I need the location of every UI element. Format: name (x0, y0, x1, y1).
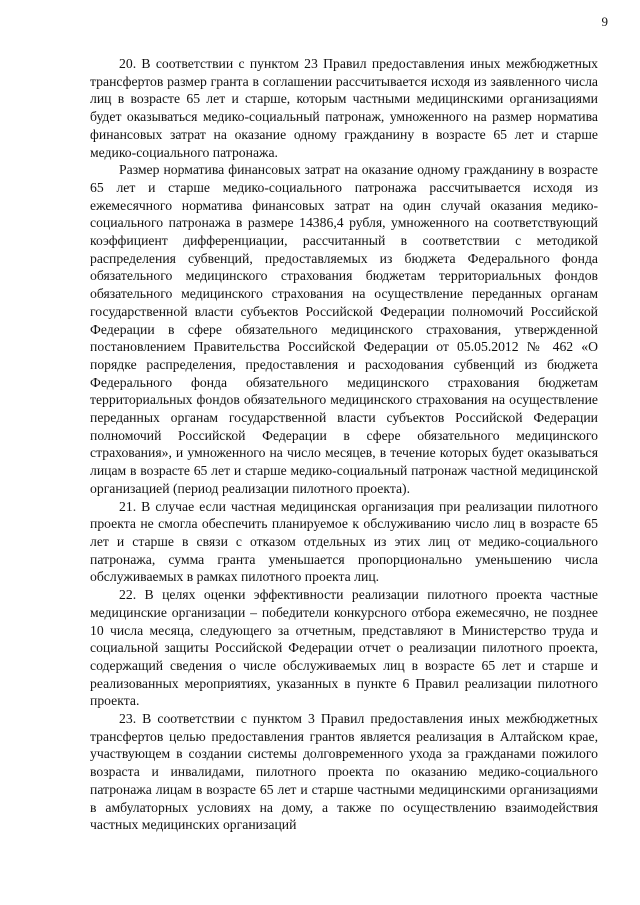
paragraph-22: 22. В целях оценки эффективности реализации пилотного проекта частные медицинские организации – победители конкурсного отбора ежемесячно, не позднее 10 числа месяца, следующего за отчетным, представляют в Министерство труда и социальной защиты Российской Федерации отчет о реализации пилотного проекта, содержащий сведения о числе обслуживаемых лиц в возрасте 65 лет и старше и реализованных мероприятиях, указанных в пункте 6 Правил реализации пилотного проекта. (90, 587, 598, 709)
paragraph-23: 23. В соответствии с пунктом 3 Правил предоставления иных межбюджетных трансфертов целью предоставления грантов является реализация в Алтайском крае, участвующем в создании системы долговременного ухода за гражданами пожилого возраста и инвалидами, пилотного проекта по оказанию медико-социального патронажа лицам в возрасте 65 лет и старше частными медицинскими организациями в амбулаторных условиях на дому, а также по осуществлению взаимодействия частных медицинских организаций (90, 711, 598, 833)
paragraph-20: 20. В соответствии с пунктом 23 Правил предоставления иных межбюджетных трансфертов размер гранта в соглашении рассчитывается исходя из заявленного числа лиц в возрасте 65 лет и старше, которым частными медицинскими организациями будет оказываться медико-социальный патронаж, умноженного на размер норматива финансовых затрат на оказание одному гражданину в возрасте 65 лет и старше медико-социального патронажа. (90, 56, 598, 160)
page-number: 9 (601, 14, 608, 29)
paragraph-20-continued: Размер норматива финансовых затрат на оказание одному гражданину в возрасте 65 лет и старше медико-социального патронажа рассчитывается исходя из ежемесячного норматива финансовых затрат на один случай оказания медико-социального патронажа в размере 14386,4 рубля, умноженного на соответствующий коэффициент дифференциации, рассчитанный в соответствии с методикой распределения субвенций, предоставляемых из бюджета Федерального фонда обязательного медицинского страхования бюджетам территориальных фондов обязательного медицинского страхования на осуществление переданных органам государственной власти субъектов Российской Федерации полномочий Российской Федерации в сфере обязательного медицинского страхования, утвержденной постановлением Правительства Российской Федерации от 05.05.2012 № 462 «О порядке распределения, предоставления и расходования субвенций из бюджета Федерального фонда обязательного медицинского страхования бюджетам территориальных фондов обязательного медицинского страхования на осуществление переданных органам государственной власти субъектов Российской Федерации полномочий Российской Федерации в сфере обязательного медицинского страхования», и умноженного на число месяцев, в течение которых будет оказываться лицам в возрасте 65 лет и старше медико-социальный патронаж частной медицинской организацией (период реализации пилотного проекта). (90, 162, 598, 496)
document-body (90, 55, 598, 834)
paragraph-21: 21. В случае если частная медицинская организация при реализации пилотного проекта не смогла обеспечить планируемое к обслуживанию число лиц в возрасте 65 лет и старше в связи с отказом отдельных из этих лиц от медико-социального патронажа, сумма гранта уменьшается пропорционально уменьшению числа обслуживаемых в рамках пилотного проекта лиц. (90, 498, 598, 585)
